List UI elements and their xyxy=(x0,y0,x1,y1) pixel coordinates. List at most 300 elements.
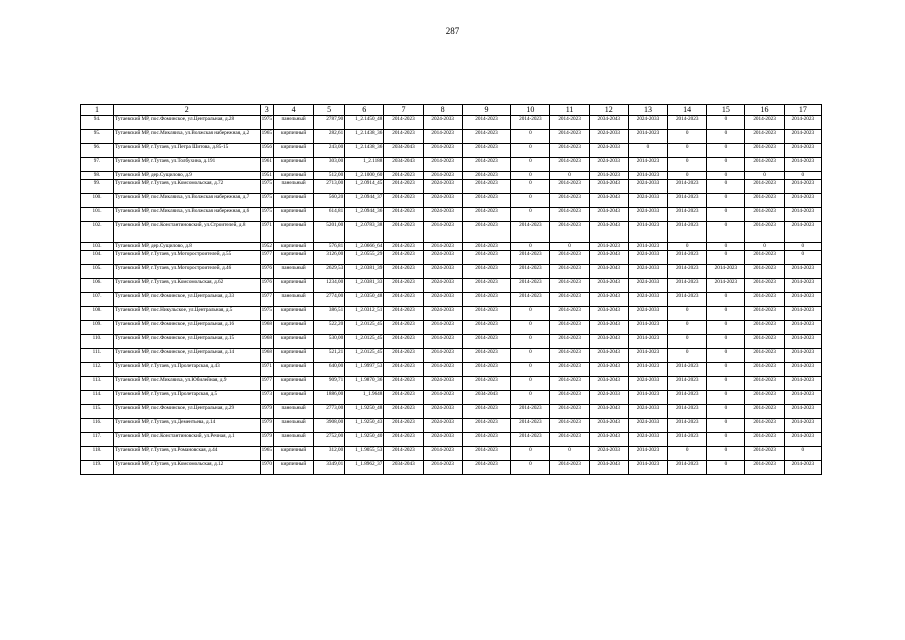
table-cell: 0 xyxy=(511,194,550,208)
table-cell: панельный xyxy=(273,265,313,279)
table-cell: 105. xyxy=(81,265,114,279)
table-cell: 2014-2023 xyxy=(784,377,821,391)
table-cell: 2014-2023 xyxy=(550,377,589,391)
table-row xyxy=(81,243,822,251)
table-cell: 0 xyxy=(784,251,821,265)
table-cell: 2024-2033 xyxy=(628,419,667,433)
table-cell: 0 xyxy=(707,194,745,208)
table-cell: 0 xyxy=(668,307,707,321)
table-cell: 0 xyxy=(707,349,745,363)
table-cell: 1952 xyxy=(261,243,272,249)
table-cell: 98. xyxy=(81,172,114,180)
table-cell: 2713,00 xyxy=(314,180,345,194)
table-cell: 2014-2023 xyxy=(384,279,423,293)
table-cell: 110. xyxy=(81,335,114,349)
table-cell: 2014-2023 xyxy=(745,307,784,321)
table-row xyxy=(81,335,822,349)
table-cell: 2014-2023 xyxy=(550,251,589,265)
table-cell: 1_2.0350_48 xyxy=(345,293,384,307)
table-cell: 2014-2023 xyxy=(423,144,462,158)
table-cell: 0 xyxy=(707,222,745,243)
column-header: 12 xyxy=(589,105,628,116)
table-cell: 2024-2033 xyxy=(628,208,667,222)
table-cell: кирпичный xyxy=(273,172,313,180)
column-header: 10 xyxy=(511,105,550,116)
table-cell: 2024-2033 xyxy=(423,180,462,194)
table-cell: 2014-2023 xyxy=(668,419,707,433)
table-cell: 2014-2023 xyxy=(745,130,784,144)
table-cell: 0 xyxy=(550,243,589,251)
table-cell: Тутаевский МР, г.Тутаев, ул.Комсомольская, д.12 xyxy=(114,461,261,475)
table-cell: Тутаевский МР, г.Тутаев, ул.Романовская, д.44 xyxy=(114,447,261,461)
table-cell: 2034-2043 xyxy=(589,208,628,222)
table-cell: 0 xyxy=(707,419,745,433)
table-cell: 1_2.0666_64 xyxy=(345,243,384,251)
table-cell: 2024-2033 xyxy=(589,158,628,172)
table-cell: 103. xyxy=(81,243,114,251)
table-cell: 2014-2023 xyxy=(511,251,550,265)
table-cell: 116. xyxy=(81,419,114,433)
table-cell: 2014-2023 xyxy=(384,194,423,208)
column-header: 4 xyxy=(273,105,313,116)
table-cell: 2014-2023 xyxy=(462,321,511,335)
table-cell: 2034-2043 xyxy=(589,433,628,447)
table-cell: 2014-2023 xyxy=(384,391,423,405)
table-cell: 2024-2033 xyxy=(423,116,462,130)
table-cell: 0 xyxy=(550,172,589,180)
table-cell: 0 xyxy=(668,130,707,144)
column-number-row xyxy=(81,105,822,116)
table-cell: 1976 xyxy=(260,279,273,293)
table-cell: 2014-2023 xyxy=(423,447,462,461)
table-cell: 2014-2023 xyxy=(668,391,707,405)
table-cell: 0 xyxy=(707,307,745,321)
table-cell: 1961 xyxy=(260,158,273,172)
table-row xyxy=(81,194,822,208)
table-cell: 2014-2023 xyxy=(423,158,462,172)
table-cell: Тутаевский МР, пос.Фоминское, ул.Центральная, д.29 xyxy=(114,405,261,419)
table-cell: 2014-2023 xyxy=(784,349,821,363)
table-cell: кирпичный xyxy=(273,279,313,293)
table-cell: 0 xyxy=(511,461,550,475)
table-row xyxy=(81,208,822,222)
table-cell: 109. xyxy=(81,321,114,335)
table-cell: 2014-2023 xyxy=(462,307,511,321)
table-cell: 2014-2023 xyxy=(384,251,423,265)
table-cell: 2014-2023 xyxy=(384,321,423,335)
table-cell: 2014-2023 xyxy=(550,405,589,419)
table-cell: 1951 xyxy=(261,172,272,178)
table-cell: кирпичный xyxy=(273,391,313,405)
table-cell: 0 xyxy=(668,321,707,335)
table-cell: 0 xyxy=(511,349,550,363)
table-cell: 2014-2023 xyxy=(745,158,784,172)
table-cell: панельный xyxy=(273,180,313,194)
table-cell: 1975 xyxy=(260,194,273,208)
table-cell: 2014-2023 xyxy=(462,180,511,194)
table-cell: 2014-2023 xyxy=(745,251,784,265)
housing-register-table xyxy=(80,104,822,475)
table-cell: 2014-2023 xyxy=(668,222,707,243)
table-cell: 2014-2023 xyxy=(784,461,821,475)
table-cell: 0 xyxy=(668,243,707,251)
table-cell: 2024-2033 xyxy=(423,208,462,222)
table-cell: 2034-2043 xyxy=(384,461,423,475)
table-cell: 0 xyxy=(707,405,745,419)
table-cell: 99. xyxy=(81,180,114,194)
table-cell: 2014-2023 xyxy=(784,208,821,222)
table-cell: 108. xyxy=(81,307,114,321)
table-cell: 2014-2023 xyxy=(668,265,707,279)
table-cell: 2014-2023 xyxy=(707,279,745,293)
table-cell: 2752,00 xyxy=(314,433,345,447)
table-cell: 1_2.1438_36 xyxy=(345,130,384,144)
table-cell: 2014-2023 xyxy=(550,116,589,130)
table-cell: 2014-2023 xyxy=(511,419,550,433)
table-cell: 5201,00 xyxy=(314,222,345,243)
table-cell: 1979 xyxy=(260,433,273,447)
table-cell: 2014-2023 xyxy=(745,222,784,243)
table-cell: 113. xyxy=(81,377,114,391)
table-cell: 2014-2023 xyxy=(745,180,784,194)
table-cell: 0 xyxy=(707,447,745,461)
table-cell: 2014-2023 xyxy=(511,116,550,130)
table-cell: 1971 xyxy=(260,222,273,243)
table-cell: 2014-2023 xyxy=(784,130,821,144)
table-cell: 2014-2023 xyxy=(784,321,821,335)
table-cell: 2014-2023 xyxy=(462,243,511,251)
table-cell: 0 xyxy=(784,172,821,180)
table-cell: 2014-2023 xyxy=(384,208,423,222)
table-cell: 2014-2023 xyxy=(462,335,511,349)
table-cell: 2014-2023 xyxy=(550,321,589,335)
table-row xyxy=(81,130,822,144)
table-cell: 2014-2023 xyxy=(462,265,511,279)
table-cell: 2034-2043 xyxy=(384,158,423,172)
table-cell: 0 xyxy=(628,144,667,158)
table-cell: 2014-2023 xyxy=(462,363,511,377)
table-cell: 2014-2023 xyxy=(628,243,667,251)
table-cell: 2024-2033 xyxy=(589,144,628,158)
table-cell: Тутаевский МР, пос.Фоминское, ул.Центральная, д.33 xyxy=(114,293,261,307)
table-cell: 2014-2023 xyxy=(384,222,423,243)
table-cell: 0 xyxy=(707,208,745,222)
table-cell: 0 xyxy=(707,377,745,391)
table-cell: 2034-2043 xyxy=(589,194,628,208)
table-cell: 2014-2023 xyxy=(462,130,511,144)
table-cell: Тутаевский МР, г.Тутаев, ул.Дементьева, д.14 xyxy=(114,419,261,433)
table-cell: 2014-2023 xyxy=(462,447,511,461)
table-cell: 1_2.0944_37 xyxy=(345,194,384,208)
table-cell: 1_2.1438_36 xyxy=(345,144,384,158)
table-cell: 2014-2023 xyxy=(462,194,511,208)
table-cell: 2024-2033 xyxy=(628,265,667,279)
table-cell: 2034-2043 xyxy=(589,377,628,391)
table-cell: 2014-2023 xyxy=(589,243,628,251)
table-cell: 1_2.0783_38 xyxy=(345,222,384,243)
table-cell: 0 xyxy=(745,243,784,251)
table-cell: кирпичный xyxy=(273,363,313,377)
table-row xyxy=(81,116,822,130)
table-cell: 2014-2023 xyxy=(550,279,589,293)
table-cell: 2014-2023 xyxy=(384,243,423,251)
table-cell: 2787,90 xyxy=(314,116,345,130)
table-cell: 1_1.9250_43 xyxy=(345,419,384,433)
table-cell: 2014-2023 xyxy=(462,461,511,475)
table-cell: 94. xyxy=(81,116,114,130)
table-row xyxy=(81,279,822,293)
table-cell: 2014-2023 xyxy=(784,391,821,405)
table-cell: 2773,00 xyxy=(314,405,345,419)
table-cell: панельный xyxy=(273,433,313,447)
table-cell: 0 xyxy=(707,158,745,172)
table-row xyxy=(81,180,822,194)
table-cell: 1_1.9648 xyxy=(345,391,384,405)
table-cell: 2014-2023 xyxy=(784,363,821,377)
table-cell: 1_2.0555_29 xyxy=(345,251,384,265)
table-cell: 0 xyxy=(511,335,550,349)
table-cell: 3349,01 xyxy=(314,461,345,475)
table-cell: 1_1.9250_48 xyxy=(345,405,384,419)
table-cell: 2014-2023 xyxy=(423,349,462,363)
table-cell: 115. xyxy=(81,405,114,419)
table-cell: 2014-2023 xyxy=(462,405,511,419)
table-cell: 2014-2023 xyxy=(745,461,784,475)
table-row xyxy=(81,391,822,405)
table-cell: 0 xyxy=(707,243,745,251)
table-cell: 2014-2023 xyxy=(745,293,784,307)
table-cell: 2774,00 xyxy=(314,293,345,307)
table-cell: 2014-2023 xyxy=(462,172,511,180)
column-header: 8 xyxy=(423,105,462,116)
table-cell: 2014-2023 xyxy=(423,335,462,349)
table-cell: 2024-2033 xyxy=(423,293,462,307)
table-cell: панельный xyxy=(273,293,313,307)
table-cell: 2014-2023 xyxy=(550,265,589,279)
table-cell: 1979 xyxy=(260,419,273,433)
table-row xyxy=(81,461,822,475)
table-cell: 1968 xyxy=(260,349,273,363)
table-cell: 2034-2043 xyxy=(589,419,628,433)
table-cell: кирпичный xyxy=(273,158,313,172)
table-cell: 0 xyxy=(707,130,745,144)
table-cell: 2014-2023 xyxy=(745,321,784,335)
table-cell: 1_1.9997_53 xyxy=(345,363,384,377)
table-cell: 2014-2023 xyxy=(423,391,462,405)
table-cell: 2024-2033 xyxy=(423,377,462,391)
table-cell: 0 xyxy=(707,335,745,349)
table-cell: 2014-2023 xyxy=(628,363,667,377)
column-header: 1 xyxy=(81,105,114,116)
table-cell: 2014-2023 xyxy=(462,251,511,265)
table-cell: 2014-2023 xyxy=(784,419,821,433)
table-cell: 2014-2023 xyxy=(550,419,589,433)
table-cell: 243,00 xyxy=(314,144,345,158)
table-cell: 2014-2023 xyxy=(550,208,589,222)
table-cell: 2024-2033 xyxy=(628,307,667,321)
table-cell: 2034-2043 xyxy=(589,321,628,335)
table-cell: 117. xyxy=(81,433,114,447)
table-cell: 2014-2023 xyxy=(745,391,784,405)
table-cell: 1_2.1188 xyxy=(345,158,384,172)
table-cell: 2024-2033 xyxy=(423,405,462,419)
table-cell: 107. xyxy=(81,293,114,307)
table-cell: 521,21 xyxy=(314,349,345,363)
table-cell: 2014-2023 xyxy=(384,265,423,279)
table-row xyxy=(81,349,822,363)
table-cell: 2014-2023 xyxy=(462,349,511,363)
table-cell: 2014-2023 xyxy=(423,222,462,243)
table-cell: 2014-2023 xyxy=(423,172,462,180)
table-cell: 1977 xyxy=(260,293,273,307)
table-cell: Тутаевский МР, г.Тутаев, ул.Толбухина, д.191 xyxy=(114,158,261,172)
table-cell: 2014-2023 xyxy=(384,307,423,321)
table-cell: 1_2.0914_45 xyxy=(345,180,384,194)
table-cell: 2034-2043 xyxy=(589,251,628,265)
table-cell: 2014-2023 xyxy=(784,194,821,208)
table-cell: кирпичный xyxy=(273,144,313,158)
table-cell: 1_2.0381_33 xyxy=(345,279,384,293)
table-cell: 1_1.8962_37 xyxy=(345,461,384,475)
table-cell: кирпичный xyxy=(273,307,313,321)
table-cell: Тутаевский МР, пос.Фоминское, ул.Центральная, д.28 xyxy=(114,116,261,130)
table-cell: 2014-2023 xyxy=(745,144,784,158)
table-cell: Тутаевский МР, пос.Никульское, ул.Центральная, д.5 xyxy=(114,307,261,321)
table-cell: 119. xyxy=(81,461,114,475)
table-cell: 2014-2023 xyxy=(462,116,511,130)
table-row xyxy=(81,222,822,243)
table-cell: 2014-2023 xyxy=(511,265,550,279)
table-cell: 2014-2023 xyxy=(462,293,511,307)
column-header: 6 xyxy=(345,105,384,116)
table-cell: 2024-2033 xyxy=(589,391,628,405)
table-cell: 118. xyxy=(81,447,114,461)
table-cell: 0 xyxy=(511,208,550,222)
table-cell: 2014-2023 xyxy=(384,116,423,130)
table-cell: Тутаевский МР, г.Тутаев, ул.Комсомольская, д.62 xyxy=(114,279,261,293)
table-cell: 1968 xyxy=(260,335,273,349)
table-cell: 2024-2033 xyxy=(423,433,462,447)
table-cell: 1973 xyxy=(260,391,273,405)
table-cell: 2014-2023 xyxy=(462,208,511,222)
table-cell: Тутаевский МР, дер.Сущилово, д.8 xyxy=(114,243,261,251)
table-cell: 2024-2033 xyxy=(628,433,667,447)
table-cell: 1965 xyxy=(260,447,273,461)
table-row xyxy=(81,144,822,158)
column-header: 5 xyxy=(314,105,345,116)
table-cell: 2014-2023 xyxy=(384,172,423,180)
table-cell: 1_2.0312_51 xyxy=(345,307,384,321)
table-cell: 111. xyxy=(81,349,114,363)
table-cell: 1_2.1450_48 xyxy=(345,116,384,130)
table-cell: 312,00 xyxy=(314,447,345,461)
table-cell: 2014-2023 xyxy=(550,349,589,363)
table-cell: 530,00 xyxy=(314,335,345,349)
table-cell: 2034-2043 xyxy=(589,405,628,419)
table-cell: 2034-2043 xyxy=(384,144,423,158)
table-cell: 1979 xyxy=(260,405,273,419)
column-header: 17 xyxy=(784,105,821,116)
table-cell: 1968 xyxy=(260,321,273,335)
table-cell: Тутаевский МР, дер.Сущилово, д.9 xyxy=(114,172,261,180)
table-cell: 2014-2023 xyxy=(550,194,589,208)
table-cell: 2014-2023 xyxy=(462,222,511,243)
table-cell: 0 xyxy=(668,172,707,180)
table-cell: 1_2.0125_45 xyxy=(345,321,384,335)
table-cell: кирпичный xyxy=(273,208,313,222)
table-cell: кирпичный xyxy=(273,194,313,208)
table-cell: 0 xyxy=(511,158,550,172)
table-cell: 0 xyxy=(784,243,821,251)
table-cell: 0 xyxy=(511,363,550,377)
table-cell: 2014-2023 xyxy=(745,208,784,222)
table-cell: 2024-2033 xyxy=(628,377,667,391)
table-cell: 2024-2033 xyxy=(628,293,667,307)
table-cell: 101. xyxy=(81,208,114,222)
table-cell: 2014-2023 xyxy=(668,279,707,293)
table-cell: 0 xyxy=(707,363,745,377)
table-cell: 104. xyxy=(81,251,114,265)
column-header: 15 xyxy=(707,105,745,116)
table-cell: 2034-2043 xyxy=(589,279,628,293)
table-body xyxy=(81,116,822,475)
table-cell: Тутаевский МР, пос.Микляиха, ул.Волжская набережная, д.2 xyxy=(114,130,261,144)
table-row xyxy=(81,172,822,180)
table-cell: 2034-2043 xyxy=(589,222,628,243)
column-header: 2 xyxy=(114,105,261,116)
table-cell: 2034-2043 xyxy=(462,391,511,405)
table-cell: 2024-2033 xyxy=(423,307,462,321)
table-cell: 2014-2023 xyxy=(423,130,462,144)
table-cell: 0 xyxy=(668,158,707,172)
table-cell: 0 xyxy=(707,391,745,405)
table-cell: 1977 xyxy=(260,377,273,391)
column-header: 11 xyxy=(550,105,589,116)
table-cell: 0 xyxy=(707,461,745,475)
table-cell: 2014-2023 xyxy=(745,349,784,363)
table-cell: 2014-2023 xyxy=(628,321,667,335)
table-cell: 2014-2023 xyxy=(423,321,462,335)
table-cell: 0 xyxy=(707,116,745,130)
table-cell: 2014-2023 xyxy=(550,433,589,447)
table-cell: 2014-2023 xyxy=(628,335,667,349)
table-cell: 0 xyxy=(511,377,550,391)
table-cell: 2014-2023 xyxy=(745,194,784,208)
table-cell: 1_1.9870_36 xyxy=(345,377,384,391)
table-cell: 2034-2043 xyxy=(589,293,628,307)
table-row xyxy=(81,419,822,433)
table-cell: 2014-2023 xyxy=(550,222,589,243)
table-cell: 2014-2023 xyxy=(550,363,589,377)
table-cell: Тутаевский МР, пос.Фоминское, ул.Центральная, д.15 xyxy=(114,335,261,349)
table-cell: 0 xyxy=(511,130,550,144)
table-cell: 2014-2023 xyxy=(668,461,707,475)
table-cell: 0 xyxy=(550,447,589,461)
table-cell: 2014-2023 xyxy=(668,377,707,391)
table-cell: 512,00 xyxy=(314,172,345,180)
table-cell: 1_1.9055_53 xyxy=(345,447,384,461)
table-cell: 96. xyxy=(81,144,114,158)
table-cell: 112. xyxy=(81,363,114,377)
table-cell: 2014-2023 xyxy=(668,251,707,265)
table-cell: 2034-2043 xyxy=(589,116,628,130)
table-cell: 2014-2023 xyxy=(784,307,821,321)
table-cell: 2014-2023 xyxy=(462,377,511,391)
table-cell: панельный xyxy=(273,419,313,433)
table-cell: 2014-2023 xyxy=(784,265,821,279)
table-row xyxy=(81,265,822,279)
column-header: 7 xyxy=(384,105,423,116)
